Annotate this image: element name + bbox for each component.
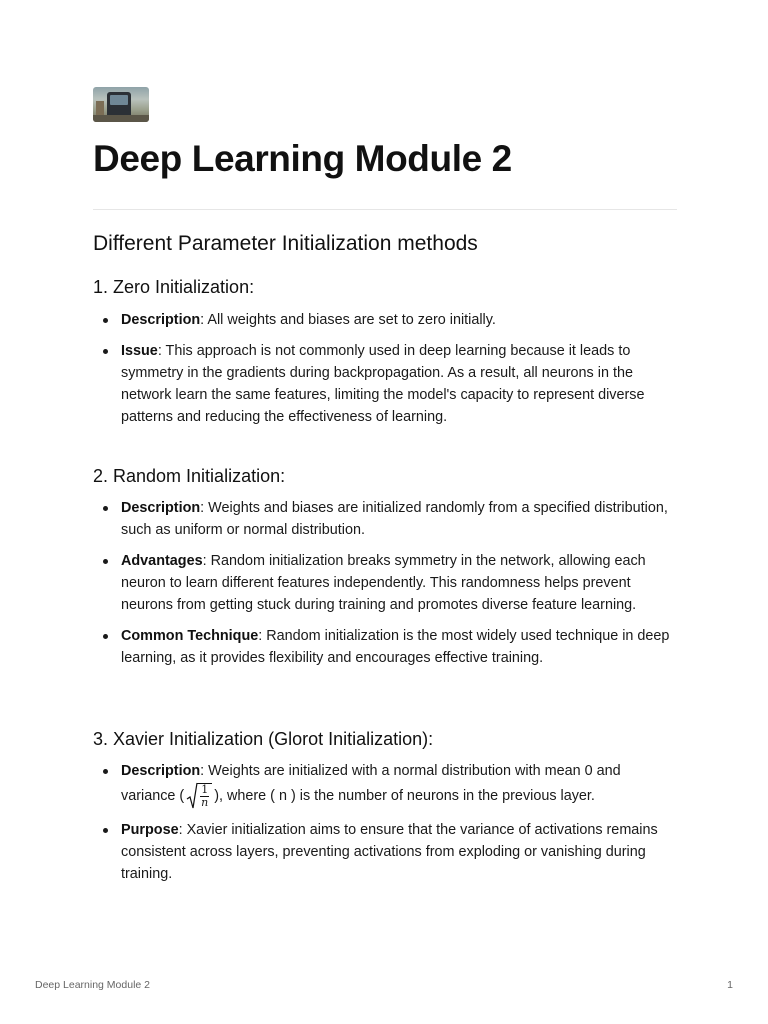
fraction-denominator: n bbox=[201, 796, 209, 809]
item-text: : Random initialization is the most widely used technique in deep learning, as it provides flexibility and encourages effective training. bbox=[121, 628, 670, 666]
item-text: : Weights and biases are initialized randomly from a specified distribution, such as uniform or normal distribution. bbox=[121, 500, 668, 538]
page-title: Deep Learning Module 2 bbox=[93, 138, 512, 179]
section-heading: Different Parameter Initialization methods bbox=[93, 232, 478, 255]
method-heading-xavier: 3. Xavier Initialization (Glorot Initialization): bbox=[93, 729, 434, 749]
method-list-random bbox=[93, 497, 677, 669]
item-text: ), where ( n ) is the number of neurons in the previous layer. bbox=[214, 787, 595, 804]
item-text: : All weights and biases are set to zero initially. bbox=[200, 312, 496, 328]
cover-image bbox=[93, 87, 149, 122]
list-item bbox=[93, 760, 677, 810]
list-item bbox=[93, 819, 677, 885]
list-item bbox=[93, 309, 677, 331]
item-text: : Xavier initialization aims to ensure that the variance of activations remains consistent across layers, preventing activations from exploding or vanishing during training. bbox=[121, 822, 658, 882]
title-divider bbox=[93, 209, 677, 210]
item-term: Issue bbox=[121, 343, 158, 359]
page-number: 1 bbox=[727, 979, 733, 991]
method-heading-random: 2. Random Initialization: bbox=[93, 466, 286, 486]
method-heading-zero: 1. Zero Initialization: bbox=[93, 277, 255, 297]
sqrt-one-over-n-formula bbox=[186, 782, 212, 810]
method-list-zero bbox=[93, 309, 677, 428]
item-text: : Random initialization breaks symmetry in the network, allowing each neuron to learn different features independently. This randomness helps prevent neurons from getting stuck during training and promotes diverse feature learning. bbox=[121, 553, 646, 613]
item-text: : This approach is not commonly used in deep learning because it leads to symmetry in the gradients during backpropagation. As a result, all neurons in the network learn the same features, limiting the model's capacity to represent diverse patterns and reducing the effectiveness of learning. bbox=[121, 343, 645, 425]
item-term: Description bbox=[121, 312, 201, 328]
item-term: Description bbox=[121, 763, 201, 779]
item-term: Purpose bbox=[121, 822, 179, 838]
item-term: Description bbox=[121, 500, 201, 516]
list-item bbox=[93, 550, 677, 616]
list-item bbox=[93, 625, 677, 669]
list-item bbox=[93, 340, 677, 428]
item-term: Common Technique bbox=[121, 628, 259, 644]
list-item bbox=[93, 497, 677, 541]
footer-title: Deep Learning Module 2 bbox=[35, 979, 150, 991]
item-text: : Weights are initialized with a normal distribution with mean 0 and variance ( bbox=[121, 763, 621, 804]
item-term: Advantages bbox=[121, 553, 203, 569]
fraction-numerator: 1 bbox=[201, 783, 209, 796]
method-list-xavier bbox=[93, 760, 677, 885]
